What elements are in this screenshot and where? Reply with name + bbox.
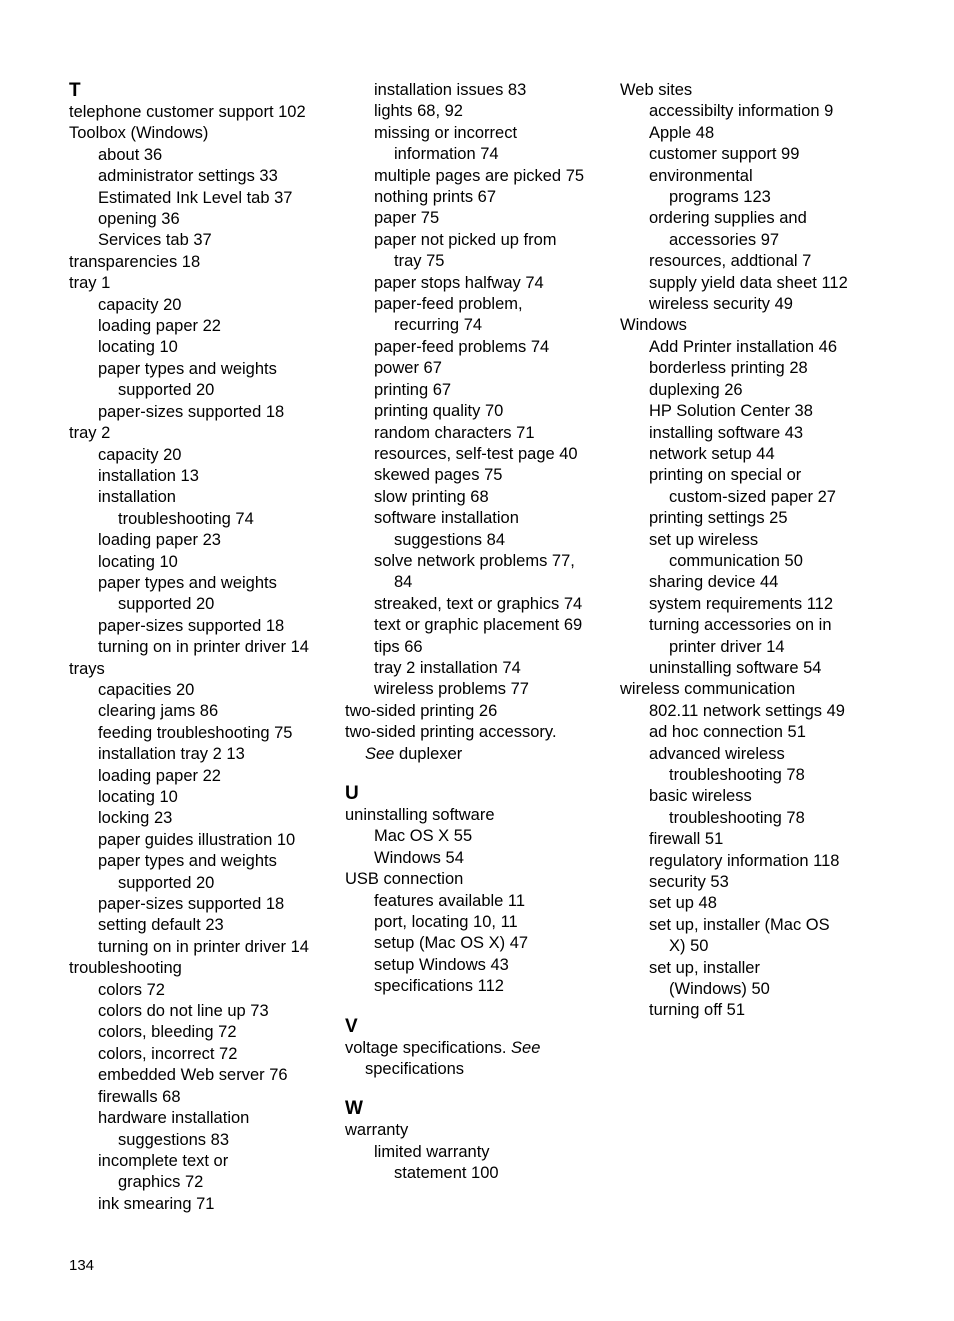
index-subentry: paper types and weights: [98, 359, 277, 378]
index-subentry: environmental: [649, 166, 753, 185]
index-subentry: paper 75: [374, 209, 440, 228]
index-subentry: recurring 74: [394, 316, 483, 335]
index-column-2: [345, 80, 617, 1185]
index-subentry: turning on in printer driver 14: [98, 937, 309, 956]
index-subentry: borderless printing 28: [649, 359, 808, 378]
index-subentry: turning accessories on in: [649, 616, 832, 635]
index-subentry: printing on special or: [649, 466, 802, 485]
index-subentry: suggestions 84: [394, 530, 505, 549]
index-entry: tray 2: [69, 424, 111, 443]
index-subentry: security 53: [649, 873, 729, 892]
index-subentry: about 36: [98, 145, 163, 164]
index-subentry: installation 13: [98, 466, 199, 485]
index-subentry: installing software 43: [649, 423, 804, 442]
index-subentry: features available 11: [374, 891, 526, 910]
index-entry: [345, 1038, 617, 1059]
index-entry: troubleshooting: [69, 959, 182, 978]
index-subentry: administrator settings 33: [98, 167, 278, 186]
index-subentry: Estimated Ink Level tab 37: [98, 188, 293, 207]
index-subentry: embedded Web server 76: [98, 1066, 288, 1085]
index-subentry: Windows 54: [374, 848, 464, 867]
index-subentry: installation issues 83: [374, 81, 527, 99]
index-subentry: power 67: [374, 359, 442, 378]
index-subentry: specifications 112: [374, 977, 504, 996]
index-subentry: capacity 20: [98, 445, 182, 464]
index-subentry: troubleshooting 78: [669, 808, 805, 827]
index-subentry: uninstalling software 54: [649, 658, 822, 677]
index-subentry: troubleshooting 74: [118, 509, 254, 528]
index-subentry: regulatory information 118: [649, 851, 840, 870]
index-subentry: suggestions 83: [118, 1130, 229, 1149]
index-subentry: feeding troubleshooting 75: [98, 723, 293, 742]
index-entry: Toolbox (Windows): [69, 124, 209, 143]
index-subentry: set up wireless: [649, 530, 759, 549]
index-subentry: text or graphic placement 69: [374, 616, 583, 635]
index-subentry: tray 2 installation 74: [374, 658, 521, 677]
index-subentry: duplexing 26: [649, 380, 743, 399]
index-subentry: colors do not line up 73: [98, 1002, 269, 1021]
section-letter: V: [345, 1015, 358, 1037]
index-entry: wireless communication: [620, 680, 796, 699]
index-subentry: supported 20: [118, 873, 215, 892]
index-subentry: slow printing 68: [374, 487, 489, 506]
index-subentry: limited warranty: [374, 1142, 490, 1161]
index-subentry: custom-sized paper 27: [669, 487, 836, 506]
index-subentry: turning off 51: [649, 1001, 746, 1020]
index-subentry: Add Printer installation 46: [649, 337, 838, 356]
index-entry: uninstalling software: [345, 806, 495, 824]
index-subentry: resources, addtional 7: [649, 252, 812, 271]
index-subentry: colors, bleeding 72: [98, 1023, 237, 1042]
index-subentry: setting default 23: [98, 916, 224, 935]
index-subentry: multiple pages are picked 75: [374, 166, 585, 185]
index-subentry: paper-sizes supported 18: [98, 616, 285, 635]
section-spacer: [345, 765, 617, 783]
index-subentry: tray 75: [394, 252, 445, 271]
index-subentry: paper types and weights: [98, 852, 277, 871]
index-subentry: HP Solution Center 38: [649, 402, 813, 421]
index-subentry: locating 10: [98, 788, 178, 806]
index-subentry: colors, incorrect 72: [98, 1044, 238, 1063]
index-subentry: setup Windows 43: [374, 955, 509, 974]
index-subentry: paper-sizes supported 18: [98, 402, 285, 421]
index-subentry: printing settings 25: [649, 509, 788, 528]
section-letter: T: [69, 80, 81, 101]
index-column-1: [69, 80, 339, 1215]
index-subentry: paper not picked up from: [374, 230, 557, 249]
index-subentry: paper-sizes supported 18: [98, 895, 285, 914]
index-subentry: supply yield data sheet 112: [649, 273, 848, 292]
index-subentry: set up, installer: [649, 958, 760, 977]
index-subentry: ad hoc connection 51: [649, 723, 806, 742]
index-subentry: sharing device 44: [649, 573, 779, 592]
index-subentry: colors 72: [98, 980, 165, 999]
index-subentry: random characters 71: [374, 423, 535, 442]
index-subentry: ink smearing 71: [98, 1194, 215, 1213]
index-subentry: incomplete text or: [98, 1151, 229, 1170]
index-subentry: accessories 97: [669, 230, 780, 249]
index-entry: trays: [69, 659, 105, 678]
index-entry: warranty: [345, 1121, 409, 1140]
index-entry: USB connection: [345, 870, 464, 889]
index-subentry: communication 50: [669, 551, 803, 570]
index-subentry: nothing prints 67: [374, 188, 497, 207]
index-subentry: locating 10: [98, 338, 178, 357]
index-subentry: customer support 99: [649, 145, 800, 164]
index-subentry: clearing jams 86: [98, 702, 219, 721]
index-subentry: software installation: [374, 509, 519, 528]
index-subentry: advanced wireless: [649, 744, 785, 763]
index-entry: transparencies 18: [69, 252, 201, 271]
see-reference: See: [365, 744, 395, 763]
index-subentry: supported 20: [118, 595, 215, 614]
section-spacer: [345, 1080, 617, 1098]
index-subentry: hardware installation: [98, 1109, 250, 1128]
index-subentry: printer driver 14: [669, 637, 785, 656]
index-entry: two-sided printing 26: [345, 701, 498, 720]
index-subentry: statement 100: [394, 1164, 499, 1183]
index-subentry: installation: [98, 488, 176, 507]
index-subentry: wireless security 49: [649, 295, 793, 314]
index-subentry: 802.11 network settings 49: [649, 701, 845, 720]
index-subentry: firewalls 68: [98, 1087, 181, 1106]
index-subentry: loading paper 22: [98, 317, 221, 336]
index-subentry: Apple 48: [649, 123, 715, 142]
index-subentry: lights 68, 92: [374, 102, 463, 121]
index-subentry: streaked, text or graphics 74: [374, 594, 583, 613]
index-subentry: solve network problems 77,: [374, 551, 575, 570]
see-reference: See: [511, 1038, 541, 1057]
index-subentry: missing or incorrect: [374, 123, 518, 142]
index-subentry: capacities 20: [98, 680, 195, 699]
index-subentry: port, locating 10, 11: [374, 913, 518, 932]
index-subentry: capacity 20: [98, 295, 182, 314]
index-subentry: (Windows) 50: [669, 980, 770, 999]
entry-text: voltage specifications.: [345, 1038, 512, 1057]
index-subentry: tips 66: [374, 637, 423, 656]
index-subentry: troubleshooting 78: [669, 766, 805, 784]
index-subentry: printing 67: [374, 380, 452, 399]
section-spacer: [345, 998, 617, 1016]
index-subentry: specifications: [365, 1060, 465, 1079]
index-subentry: resources, self-test page 40: [374, 444, 578, 463]
index-subentry: paper-feed problems 74: [374, 337, 550, 356]
index-subentry: loading paper 23: [98, 531, 221, 550]
index-subentry: wireless problems 77: [374, 680, 529, 699]
index-subentry: supported 20: [118, 381, 215, 400]
section-letter: W: [345, 1098, 363, 1120]
index-subentry: 84: [394, 573, 413, 592]
index-entry: two-sided printing accessory.: [345, 723, 557, 742]
index-subentry: installation tray 2 13: [98, 745, 245, 764]
page-number: 134: [69, 1257, 95, 1274]
index-subentry: firewall 51: [649, 830, 724, 849]
index-subentry: turning on in printer driver 14: [98, 638, 309, 657]
index-subentry: loading paper 22: [98, 766, 221, 785]
index-subentry: set up 48: [649, 894, 717, 913]
index-subentry: X) 50: [669, 937, 709, 956]
index-subentry: information 74: [394, 145, 499, 164]
index-subentry: locating 10: [98, 552, 178, 571]
index-entry: tray 1: [69, 274, 111, 293]
index-subentry: setup (Mac OS X) 47: [374, 934, 529, 953]
index-subentry: Services tab 37: [98, 231, 212, 250]
index-subentry: opening 36: [98, 210, 180, 229]
index-entry: telephone customer support 102: [69, 103, 306, 121]
index-subentry: ordering supplies and: [649, 209, 807, 228]
index-subentry: graphics 72: [118, 1173, 204, 1192]
entry-text: duplexer: [394, 744, 463, 763]
index-subentry: Mac OS X 55: [374, 827, 473, 846]
index-subentry: locking 23: [98, 809, 173, 828]
index-column-3: [620, 80, 920, 1022]
index-subentry: paper stops halfway 74: [374, 273, 544, 292]
index-subentry: system requirements 112: [649, 594, 834, 613]
index-subentry: printing quality 70: [374, 402, 504, 421]
index-subentry: programs 123: [669, 188, 771, 207]
index-subentry: set up, installer (Mac OS: [649, 915, 830, 934]
index-entry: Web sites: [620, 81, 693, 99]
index-entry: Windows: [620, 316, 687, 335]
section-letter: U: [345, 783, 359, 804]
index-subentry: basic wireless: [649, 787, 752, 806]
index-subentry: paper-feed problem,: [374, 295, 523, 314]
index-subentry: skewed pages 75: [374, 466, 503, 485]
index-subentry: paper guides illustration 10: [98, 830, 296, 849]
index-subentry: paper types and weights: [98, 573, 277, 592]
index-subentry: [345, 744, 617, 765]
index-subentry: accessibilty information 9: [649, 102, 834, 121]
index-subentry: network setup 44: [649, 444, 775, 463]
